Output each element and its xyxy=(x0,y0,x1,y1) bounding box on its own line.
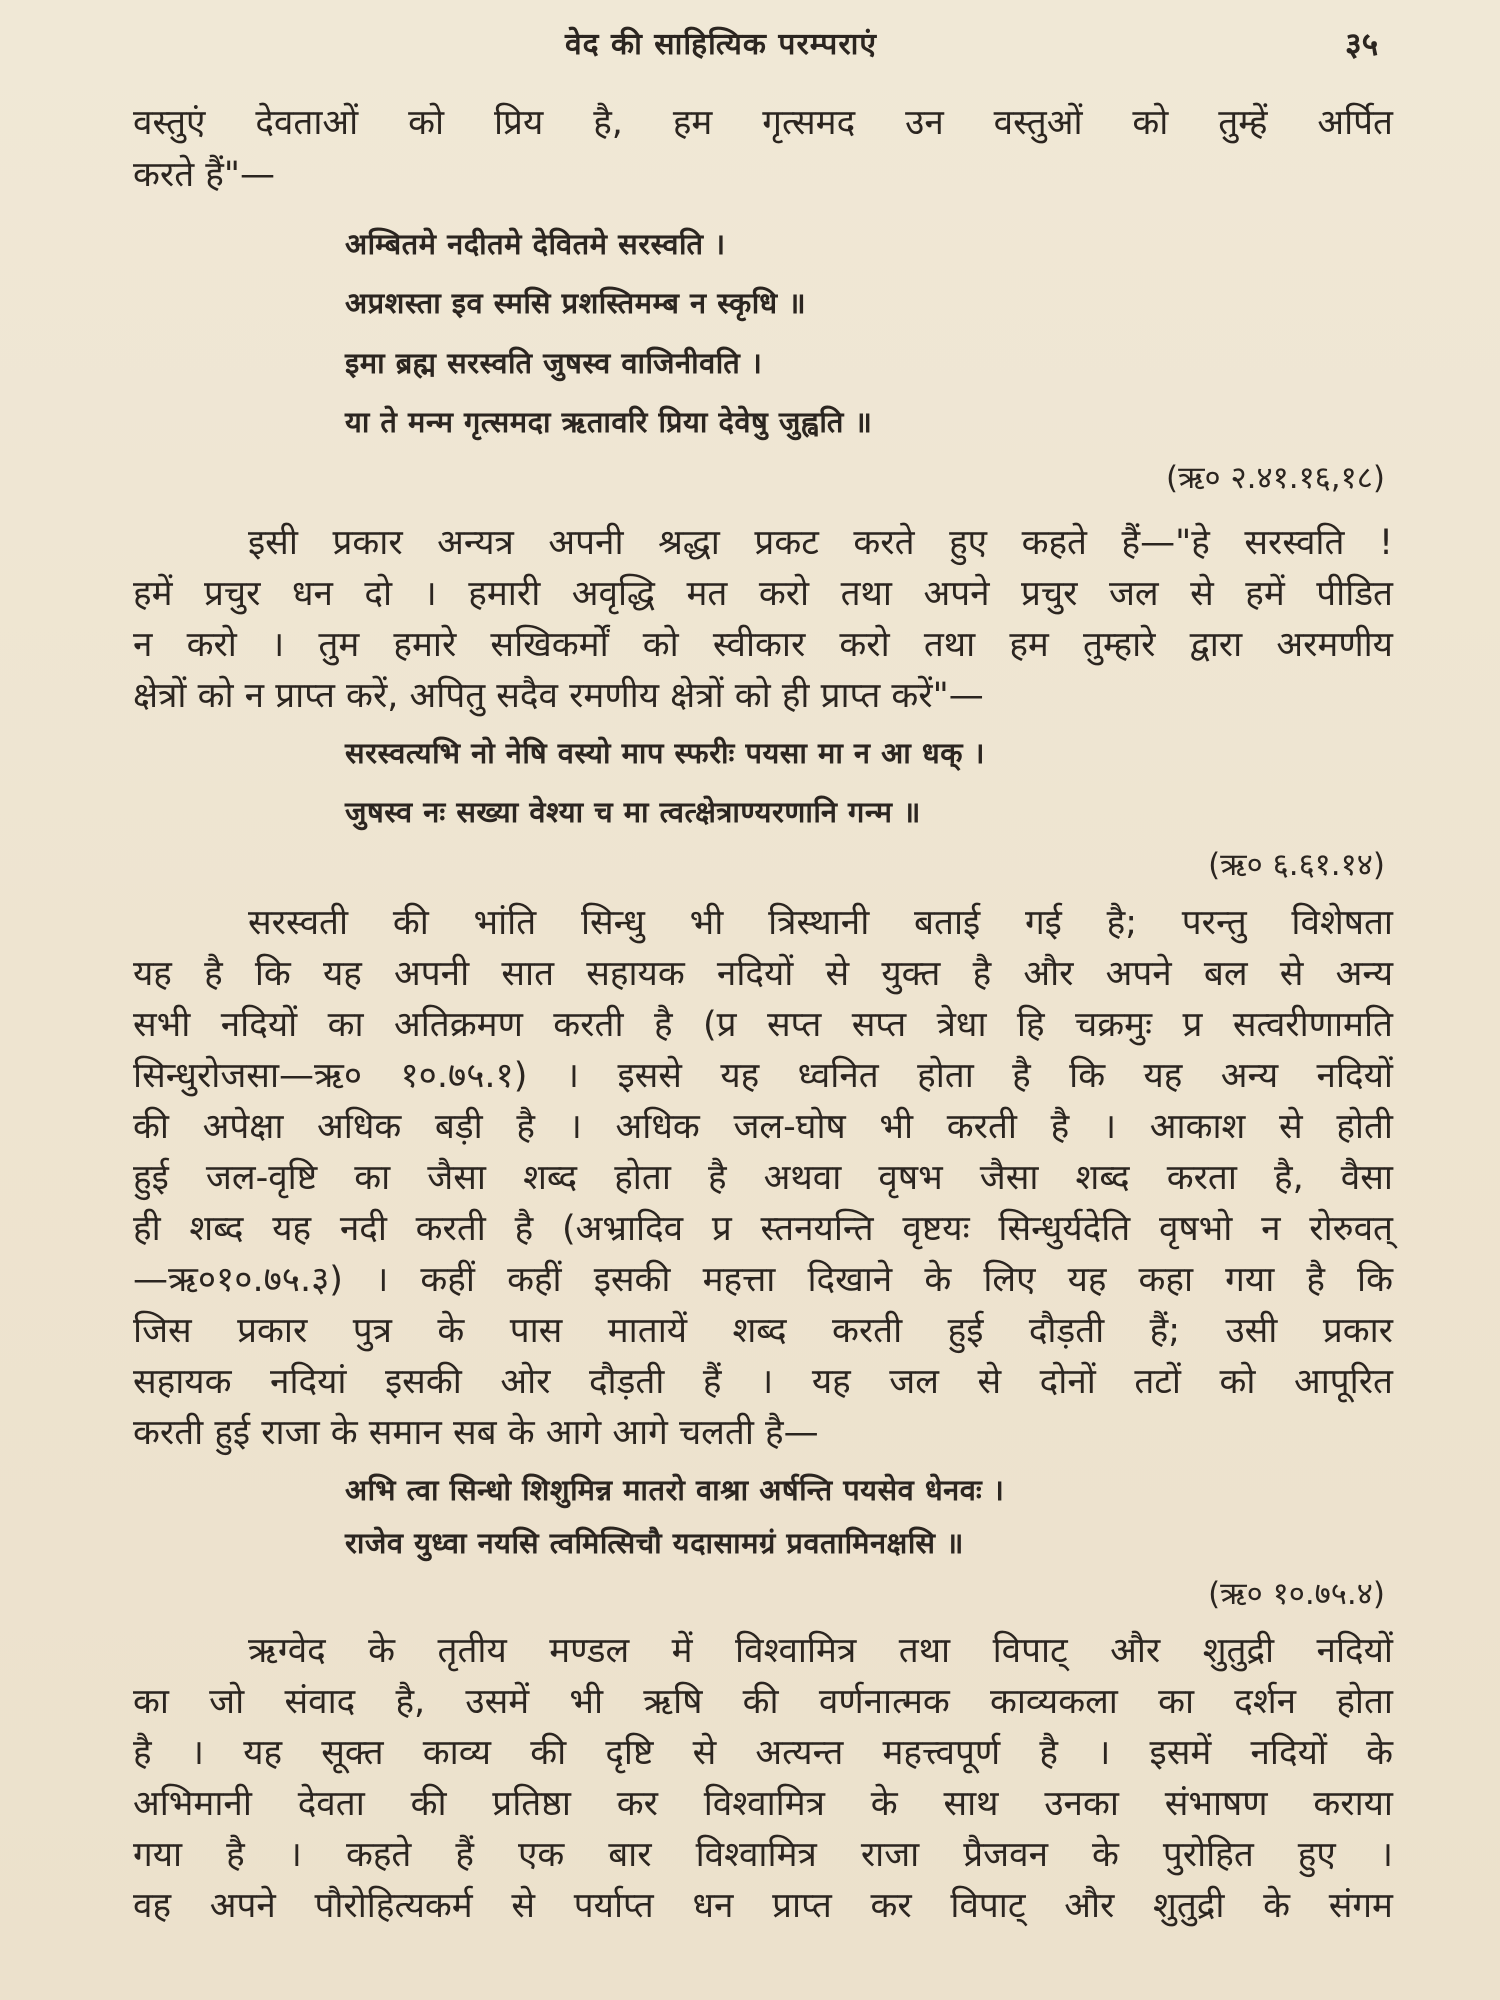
text-line: गया है । कहते हैं एक बार विश्वामित्र राजा प्रैजवन के पुरोहित हुए । xyxy=(133,1835,1393,1875)
text-line: इसी प्रकार अन्यत्र अपनी श्रद्धा प्रकट करते हुए कहते हैं—"हे सरस्वति ! xyxy=(248,523,1393,563)
text-line: ही शब्द यह नदी करती है (अभ्रादिव प्र स्तनयन्ति वृष्टयः सिन्धुर्यदेति वृषभो न रोरुवत् xyxy=(133,1209,1393,1249)
verse-line: राजेव युध्वा नयसि त्वमित्सिचौ यदासामग्रं प्रवतामिनक्षसि ॥ xyxy=(345,1526,964,1560)
text-line: जिस प्रकार पुत्र के पास मातायें शब्द करती हुई दौड़ती हैं; उसी प्रकार xyxy=(133,1311,1393,1351)
running-title: वेद की साहित्यिक परम्पराएं xyxy=(565,27,877,62)
text-line: न करो । तुम हमारे सखिकर्मों को स्वीकार करो तथा हम तुम्हारे द्वारा अरमणीय xyxy=(133,625,1393,665)
page-number: ३५ xyxy=(1345,25,1379,63)
verse-line: इमा ब्रह्म सरस्वति जुषस्व वाजिनीवति । xyxy=(345,346,763,380)
text-line: अभिमानी देवता की प्रतिष्ठा कर विश्वामित्र के साथ उनका संभाषण कराया xyxy=(133,1784,1393,1824)
verse-line: अप्रशस्ता इव स्मसि प्रशस्तिमम्ब न स्कृधि ॥ xyxy=(345,286,807,320)
text-line: यह है कि यह अपनी सात सहायक नदियों से युक्त है और अपने बल से अन्य xyxy=(133,954,1393,994)
verse-line: सरस्वत्यभि नो नेषि वस्यो माप स्फरीः पयसा मा न आ धक् । xyxy=(345,736,986,770)
text-line: सरस्वती की भांति सिन्धु भी त्रिस्थानी बताई गई है; परन्तु विशेषता xyxy=(248,903,1393,943)
verse-reference: (ऋ० ६.६१.१४) xyxy=(1208,847,1385,883)
text-line: की अपेक्षा अधिक बड़ी है । अधिक जल-घोष भी करती है । आकाश से होती xyxy=(133,1107,1393,1147)
text-line: हमें प्रचुर धन दो । हमारी अवृद्धि मत करो तथा अपने प्रचुर जल से हमें पीडित xyxy=(133,574,1393,614)
verse-line: अम्बितमे नदीतमे देवितमे सरस्वति । xyxy=(345,227,726,261)
text-line: सभी नदियों का अतिक्रमण करती है (प्र सप्त सप्त त्रेधा हि चक्रमुः प्र सत्वरीणामति xyxy=(133,1005,1393,1045)
text-line: वह अपने पौरोहित्यकर्म से पर्याप्त धन प्राप्त कर विपाट् और शुतुद्री के संगम xyxy=(133,1886,1393,1926)
text-line: का जो संवाद है, उसमें भी ऋषि की वर्णनात्मक काव्यकला का दर्शन होता xyxy=(133,1682,1393,1722)
page-header xyxy=(0,22,1500,72)
text-line: करते हैं"— xyxy=(133,155,275,195)
verse-reference: (ऋ० १०.७५.४) xyxy=(1208,1576,1385,1612)
text-line: है । यह सूक्त काव्य की दृष्टि से अत्यन्त महत्त्वपूर्ण है । इसमें नदियों के xyxy=(133,1733,1393,1773)
text-line: सिन्धुरोजसा—ऋ० १०.७५.१) । इससे यह ध्वनित होता है कि यह अन्य नदियों xyxy=(133,1056,1393,1096)
text-line: क्षेत्रों को न प्राप्त करें, अपितु सदैव रमणीय क्षेत्रों को ही प्राप्त करें"— xyxy=(133,676,984,716)
verse-line: या ते मन्म गृत्समदा ऋतावरि प्रिया देवेषु जुह्वति ॥ xyxy=(345,405,873,439)
verse-line: अभि त्वा सिन्धो शिशुमिन्न मातरो वाश्रा अर्षन्ति पयसेव धेनवः । xyxy=(345,1473,1005,1507)
text-line: वस्तुएं देवताओं को प्रिय है, हम गृत्समद उन वस्तुओं को तुम्हें अर्पित xyxy=(133,103,1393,143)
text-line: —ऋ०१०.७५.३) । कहीं कहीं इसकी महत्ता दिखाने के लिए यह कहा गया है कि xyxy=(133,1260,1393,1300)
text-line: ऋग्वेद के तृतीय मण्डल में विश्वामित्र तथा विपाट् और शुतुद्री नदियों xyxy=(248,1631,1393,1671)
text-line: हुई जल-वृष्टि का जैसा शब्द होता है अथवा वृषभ जैसा शब्द करता है, वैसा xyxy=(133,1158,1393,1198)
text-line: सहायक नदियां इसकी ओर दौड़ती हैं । यह जल से दोनों तटों को आपूरित xyxy=(133,1362,1393,1402)
verse-reference: (ऋ० २.४१.१६,१८) xyxy=(1165,460,1385,496)
text-line: करती हुई राजा के समान सब के आगे आगे चलती है— xyxy=(133,1413,819,1453)
verse-line: जुषस्व नः सख्या वेश्या च मा त्वत्क्षेत्राण्यरणानि गन्म ॥ xyxy=(345,795,921,829)
